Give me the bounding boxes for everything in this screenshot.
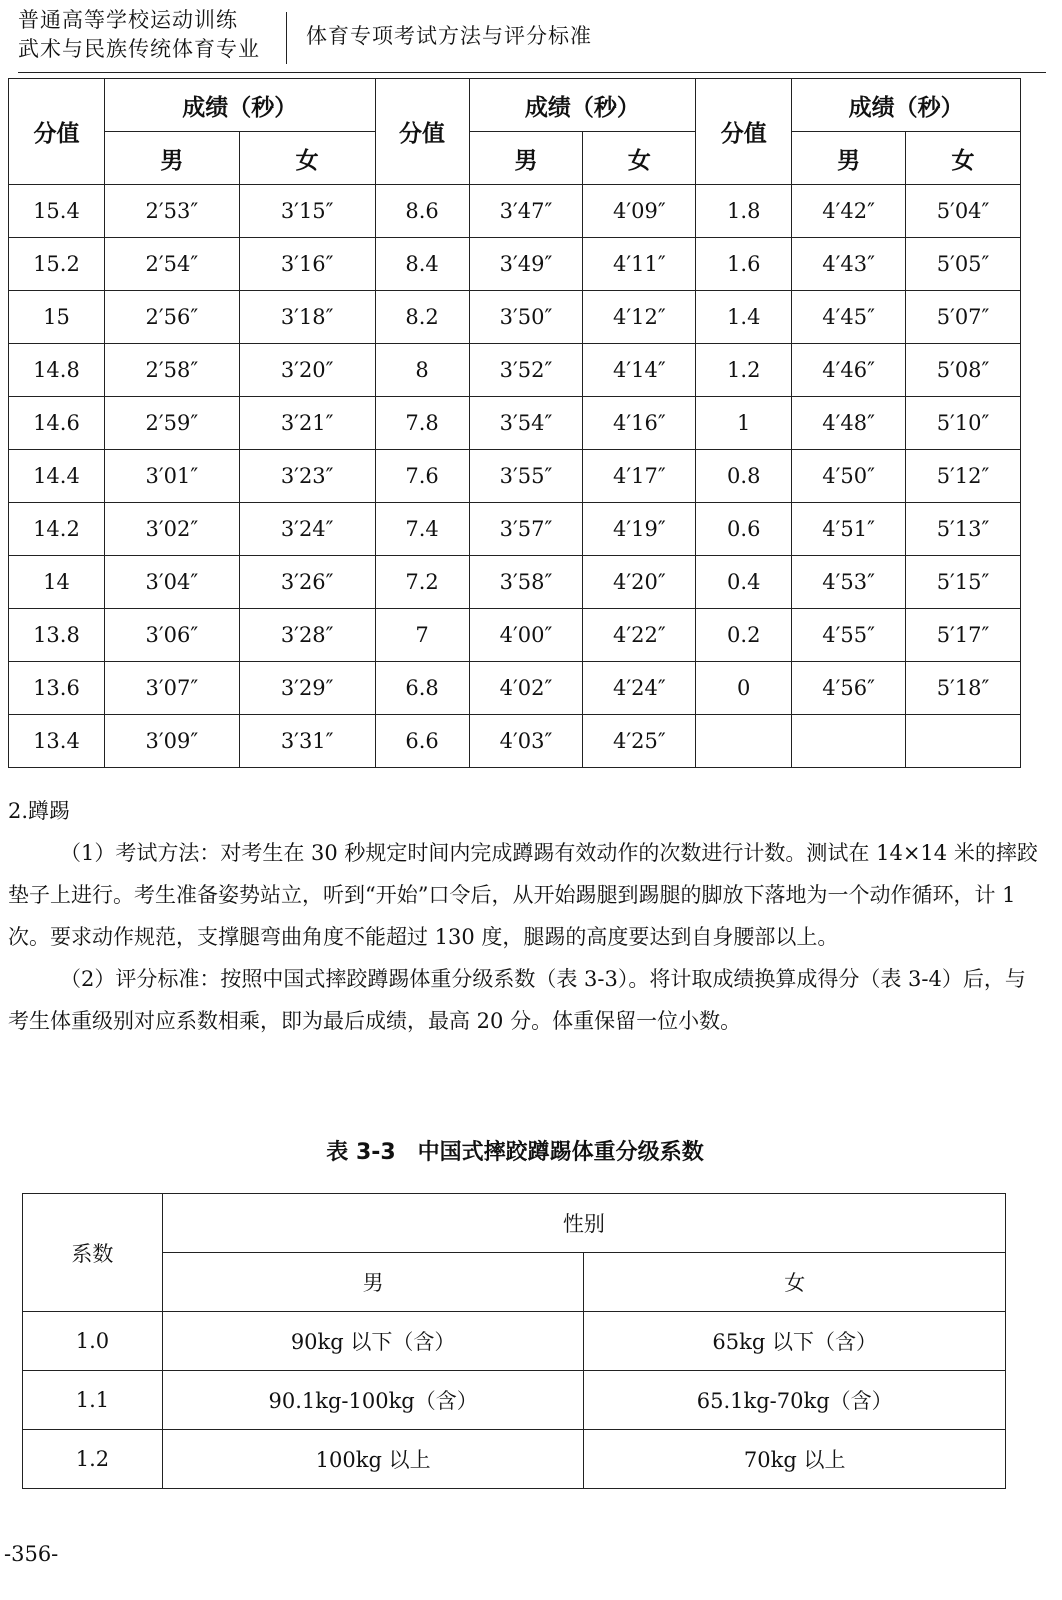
table-cell — [906, 715, 1021, 768]
table-cell: 5′15″ — [906, 556, 1021, 609]
table-cell: 3′04″ — [104, 556, 239, 609]
table-cell: 3′26″ — [239, 556, 375, 609]
table-cell: 5′13″ — [906, 503, 1021, 556]
table-cell: 4′48″ — [792, 397, 906, 450]
coef-header-row-1 — [23, 1194, 1006, 1253]
table-cell: 14 — [9, 556, 105, 609]
header-book-title-line1: 普通高等学校运动训练 — [18, 8, 238, 32]
table-row — [9, 397, 1021, 450]
header-score-col: 分值 — [9, 79, 105, 185]
table-row — [23, 1430, 1006, 1489]
table-cell: 4′51″ — [792, 503, 906, 556]
scoring-standard-paragraph: （2）评分标准：按照中国式摔跤蹲踢体重分级系数（表 3-3）。将计取成绩换算成得分（表 3-4）后，与考生体重级别对应系数相乘，即为最后成绩，最高 20 分。体重保留一位小数。 — [8, 967, 1026, 1033]
table-cell: 2′59″ — [104, 397, 239, 450]
table-cell: 4′24″ — [583, 662, 696, 715]
table-cell: 1.0 — [23, 1312, 163, 1371]
exam-method-paragraph: （1）考试方法：对考生在 30 秒规定时间内完成蹲踢有效动作的次数进行计数。测试在 14×14 米的摔跤垫子上进行。考生准备姿势站立，听到“开始”口令后，从开始踢腿到踢腿的脚放下落地为一个动作循环，计 1 次。要求动作规范，支撑腿弯曲角度不能超过 130 度，腿踢的高度要达到自身腰部以上。 — [8, 841, 1038, 949]
table-cell: 2′56″ — [104, 291, 239, 344]
table-cell: 1 — [696, 397, 792, 450]
table-cell: 5′12″ — [906, 450, 1021, 503]
table-cell: 65.1kg-70kg（含） — [584, 1371, 1006, 1430]
header-book-title-line2: 武术与民族传统体育专业 — [18, 37, 260, 61]
coef-header-row-2 — [23, 1253, 1006, 1312]
table-cell: 3′07″ — [104, 662, 239, 715]
table-cell: 4′11″ — [583, 238, 696, 291]
table-cell: 4′45″ — [792, 291, 906, 344]
table-cell: 3′29″ — [239, 662, 375, 715]
table-row — [9, 556, 1021, 609]
table-cell: 13.8 — [9, 609, 105, 662]
coefficient-table-body — [23, 1194, 1006, 1489]
score-table — [8, 78, 1021, 768]
score-header-row-2 — [9, 132, 1021, 185]
table-cell: 4′22″ — [583, 609, 696, 662]
table-cell: 3′15″ — [239, 185, 375, 238]
table-cell: 4′16″ — [583, 397, 696, 450]
table-cell: 2′54″ — [104, 238, 239, 291]
coefficient-table — [22, 1193, 1006, 1489]
table-cell: 3′55″ — [469, 450, 583, 503]
page-header — [18, 6, 1043, 68]
header-result-col: 成绩（秒） — [792, 79, 1021, 132]
table-cell: 4′56″ — [792, 662, 906, 715]
header-male-col: 男 — [469, 132, 583, 185]
table-cell: 3′20″ — [239, 344, 375, 397]
table-cell: 4′25″ — [583, 715, 696, 768]
table-cell: 5′10″ — [906, 397, 1021, 450]
table-cell: 3′49″ — [469, 238, 583, 291]
table-cell: 3′28″ — [239, 609, 375, 662]
table-cell: 3′18″ — [239, 291, 375, 344]
table-cell: 3′58″ — [469, 556, 583, 609]
table-cell: 3′54″ — [469, 397, 583, 450]
table-row — [9, 185, 1021, 238]
table-row — [23, 1371, 1006, 1430]
table-cell: 2′53″ — [104, 185, 239, 238]
table-cell: 5′08″ — [906, 344, 1021, 397]
table-cell: 6.6 — [375, 715, 469, 768]
header-female-col: 女 — [583, 132, 696, 185]
header-coefficient-col: 系数 — [23, 1194, 163, 1312]
table-cell: 7.6 — [375, 450, 469, 503]
page-number: -356- — [4, 1542, 59, 1566]
table-cell: 1.2 — [23, 1430, 163, 1489]
header-result-col: 成绩（秒） — [104, 79, 375, 132]
table-cell: 8.2 — [375, 291, 469, 344]
table-cell: 70kg 以上 — [584, 1430, 1006, 1489]
table-cell: 3′47″ — [469, 185, 583, 238]
table-cell: 5′05″ — [906, 238, 1021, 291]
table-row — [9, 503, 1021, 556]
table-cell: 8.6 — [375, 185, 469, 238]
table-cell: 3′24″ — [239, 503, 375, 556]
table-cell: 1.4 — [696, 291, 792, 344]
table-cell: 2′58″ — [104, 344, 239, 397]
table-cell: 4′09″ — [583, 185, 696, 238]
table-cell: 1.2 — [696, 344, 792, 397]
table-cell: 4′02″ — [469, 662, 583, 715]
header-score-col: 分值 — [696, 79, 792, 185]
table-cell — [792, 715, 906, 768]
table-cell: 4′19″ — [583, 503, 696, 556]
section-body — [8, 832, 1038, 1042]
header-female-col: 女 — [584, 1253, 1006, 1312]
table-cell: 0.2 — [696, 609, 792, 662]
table-caption: 表 3-3 中国式摔跤蹲踢体重分级系数 — [326, 1140, 704, 1165]
header-male-col: 男 — [162, 1253, 584, 1312]
table-cell: 7 — [375, 609, 469, 662]
table-cell: 5′07″ — [906, 291, 1021, 344]
table-cell: 7.2 — [375, 556, 469, 609]
table-cell: 5′18″ — [906, 662, 1021, 715]
table-cell: 13.4 — [9, 715, 105, 768]
table-cell: 4′53″ — [792, 556, 906, 609]
table-cell: 0.4 — [696, 556, 792, 609]
table-cell: 3′16″ — [239, 238, 375, 291]
table-cell: 14.8 — [9, 344, 105, 397]
table-row — [9, 450, 1021, 503]
table-cell: 4′46″ — [792, 344, 906, 397]
table-cell: 14.4 — [9, 450, 105, 503]
header-gender-col: 性别 — [162, 1194, 1005, 1253]
header-book-title — [18, 6, 260, 64]
table-row — [9, 344, 1021, 397]
table-cell: 1.1 — [23, 1371, 163, 1430]
table-cell: 3′06″ — [104, 609, 239, 662]
table-cell: 0.6 — [696, 503, 792, 556]
table-row — [9, 238, 1021, 291]
table-cell: 65kg 以下（含） — [584, 1312, 1006, 1371]
table-row — [23, 1312, 1006, 1371]
table-cell: 13.6 — [9, 662, 105, 715]
header-score-col: 分值 — [375, 79, 469, 185]
table-cell: 3′21″ — [239, 397, 375, 450]
header-male-col: 男 — [104, 132, 239, 185]
table-cell: 4′55″ — [792, 609, 906, 662]
table-cell: 5′04″ — [906, 185, 1021, 238]
table-cell: 3′23″ — [239, 450, 375, 503]
table-cell: 15.2 — [9, 238, 105, 291]
header-female-col: 女 — [239, 132, 375, 185]
table-cell: 15 — [9, 291, 105, 344]
table-cell: 7.8 — [375, 397, 469, 450]
table-cell: 4′50″ — [792, 450, 906, 503]
header-result-col: 成绩（秒） — [469, 79, 696, 132]
table-cell: 0 — [696, 662, 792, 715]
table-cell: 3′01″ — [104, 450, 239, 503]
header-divider — [286, 12, 287, 64]
header-male-col: 男 — [792, 132, 906, 185]
table-row — [9, 715, 1021, 768]
table-cell: 3′02″ — [104, 503, 239, 556]
table-cell: 4′17″ — [583, 450, 696, 503]
table-cell: 3′09″ — [104, 715, 239, 768]
header-female-col: 女 — [906, 132, 1021, 185]
table-cell: 15.4 — [9, 185, 105, 238]
table-cell: 4′12″ — [583, 291, 696, 344]
table-cell: 1.8 — [696, 185, 792, 238]
table-cell: 4′20″ — [583, 556, 696, 609]
table-cell: 4′03″ — [469, 715, 583, 768]
table-row — [9, 609, 1021, 662]
table-cell: 90.1kg-100kg（含） — [162, 1371, 584, 1430]
table-cell: 4′43″ — [792, 238, 906, 291]
table-cell: 5′17″ — [906, 609, 1021, 662]
table-cell: 4′00″ — [469, 609, 583, 662]
table-cell: 8 — [375, 344, 469, 397]
table-cell: 6.8 — [375, 662, 469, 715]
table-cell: 0.8 — [696, 450, 792, 503]
table-cell — [696, 715, 792, 768]
table-cell: 8.4 — [375, 238, 469, 291]
table-cell: 1.6 — [696, 238, 792, 291]
table-cell: 7.4 — [375, 503, 469, 556]
table-cell: 4′42″ — [792, 185, 906, 238]
header-chapter-title: 体育专项考试方法与评分标准 — [306, 24, 592, 48]
table-cell: 14.6 — [9, 397, 105, 450]
section-title: 2.蹲踢 — [8, 799, 71, 823]
score-header-row-1 — [9, 79, 1021, 132]
table-cell: 3′57″ — [469, 503, 583, 556]
table-cell: 14.2 — [9, 503, 105, 556]
table-cell: 90kg 以下（含） — [162, 1312, 584, 1371]
table-cell: 100kg 以上 — [162, 1430, 584, 1489]
table-row — [9, 291, 1021, 344]
table-cell: 3′52″ — [469, 344, 583, 397]
table-row — [9, 662, 1021, 715]
table-cell: 4′14″ — [583, 344, 696, 397]
score-table-body — [9, 79, 1021, 768]
header-rule — [18, 72, 1046, 73]
table-cell: 3′31″ — [239, 715, 375, 768]
table-cell: 3′50″ — [469, 291, 583, 344]
